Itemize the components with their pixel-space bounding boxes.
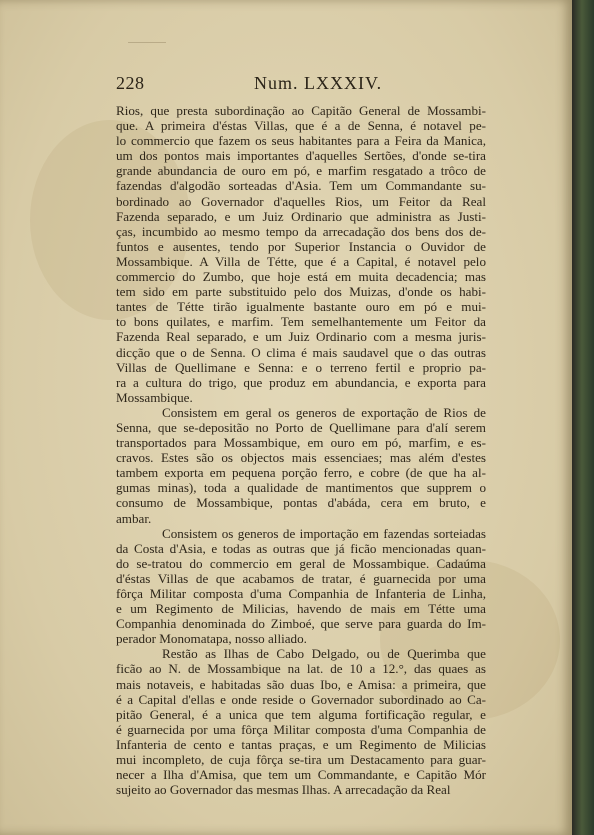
text-line: bordinado ao Governador d'aquelles Rios, um Feitor da Real — [116, 193, 486, 209]
text-line: cravos. Estes são os objectos mais essenciaes; mas além d'estes — [116, 450, 486, 466]
text-line: um dos pontos mais importantes d'aquelles Sertões, d'onde se-tira — [116, 148, 486, 164]
text-line: fôrça Militar composta d'uma Companhia de Infanteria de Linha, — [116, 586, 486, 601]
text-line: ra a cultura do trigo, que produz em abundancia, e exporta para — [116, 374, 486, 390]
paragraph — [116, 405, 486, 526]
body-text — [116, 103, 486, 797]
text-line: gumas minas), toda a qualidade de mantimentos que supprem o — [116, 480, 486, 496]
text-line: tambem exporta em pequena porção ferro, e cobre (de que ha al- — [116, 465, 486, 481]
text-line: Consistem em geral os generos de exportação de Rios de — [162, 404, 486, 420]
paragraph — [116, 103, 486, 405]
text-line: Mossambique. — [116, 389, 193, 405]
text-line: Fazenda separado, e um Juiz Ordinario que administra as Justi- — [116, 208, 486, 224]
text-line: lo commercio que fazem os seus habitantes para a Feira da Manica, — [116, 133, 486, 149]
text-line: Fazenda Real separado, e um Juiz Ordinario com a mesma juris- — [116, 329, 486, 345]
text-line: ças, incumbido ao mesmo tempo da arrecadação dos bens dos de- — [116, 223, 486, 239]
text-line: Companhia denominada do Zimboé, que serve para guarda do Im- — [116, 616, 486, 632]
text-line: commercio do Zumbo, que hoje está em muita decadencia; mas — [116, 269, 486, 285]
text-line: perador Monomatapa, nosso alliado. — [116, 631, 307, 647]
text-line: d'éstas Villas de que acabamos de tratar, é guarnecida por uma — [116, 570, 486, 586]
text-line: tem sido em parte substituido pelo dos Muizas, d'onde os habi- — [116, 284, 486, 300]
text-line: pitão General, é a unica que tem alguma fortificação regular, e — [116, 706, 486, 722]
text-line: tantes de Tétte tirão igualmente bastante ouro em pó e mui- — [116, 299, 486, 315]
faint-ink-mark — [128, 42, 166, 43]
text-line: do se-tratou do commercio em geral de Mossambique. Cadaúma — [116, 555, 486, 571]
text-line: Senna, que se-depositão no Porto de Quellimane para d'alí serem — [116, 419, 486, 435]
text-line: fazendas d'algodão sorteadas d'Asia. Tem um Commandante su- — [116, 178, 486, 194]
text-line: Consistem os generos de importação em fazendas sorteiadas — [162, 525, 486, 541]
text-line: funtos e ausentes, tendo por Superior Instancia o Ouvidor de — [116, 238, 486, 254]
text-line: to bons quilates, e marfim. Tem semelhantemente um Feitor da — [116, 314, 486, 330]
text-line: Villas de Quellimane e Senna: e o terreno fertil e proprio pa- — [116, 359, 486, 375]
text-line: mais notaveis, e habitadas são duas Ibo, e Amisa: a primeira, que — [116, 676, 486, 692]
text-line: Mossambique. A Villa de Tétte, que é a Capital, é notavel pelo — [116, 253, 486, 269]
paragraph — [116, 526, 486, 647]
text-line: que. A primeira d'éstas Villas, que é a de Senna, é notavel pe- — [116, 118, 486, 134]
paragraph — [116, 646, 486, 797]
text-line: sujeito ao Governador das mesmas Ilhas. A arrecadação da Real — [116, 782, 451, 798]
running-head: Num. LXXXIV. — [254, 73, 383, 93]
text-line: transportados para Mossambique, em ouro em pó, marfim, e es- — [116, 435, 486, 451]
page-number: 228 — [116, 73, 145, 93]
text-line: grande abundancia de ouro em pó, e marfim resgatado a trôco de — [116, 163, 486, 179]
text-line: é guarnecida por uma fôrça Militar composta d'uma Companhia de — [116, 721, 486, 737]
text-line: Restão as Ilhas de Cabo Delgado, ou de Querimba que — [162, 646, 486, 662]
text-line: consumo de Mossambique, pontas d'abáda, cera em bruto, e — [116, 495, 486, 511]
text-line: ficão ao N. de Mossambique na lat. de 10 a 12.°, das quaes as — [116, 661, 486, 677]
text-line: da Costa d'Asia, e todas as outras que já ficão mencionadas quan- — [116, 540, 486, 556]
text-line: dicção que o de Senna. O clima é mais saudavel que o das outras — [116, 344, 486, 360]
text-line: é a Capital d'ellas e onde reside o Governador subordinado ao Ca- — [116, 691, 486, 707]
text-line: mui incompleto, de cuja fôrça se-tira um Destacamento para guar- — [116, 752, 486, 768]
text-line: Rios, que presta subordinação ao Capitão General de Mossambi- — [116, 103, 486, 118]
text-line: necer a Ilha d'Amisa, que tem um Commandante, e Capitão Mór — [116, 767, 486, 783]
text-line: ambar. — [116, 510, 152, 526]
scan-edge — [572, 0, 594, 835]
page-header — [116, 73, 486, 99]
text-line: e um Regimento de Milicias, havendo de mais em Tétte uma — [116, 601, 486, 617]
text-line: Infanteria de cento e tantas praças, e um Regimento de Milicias — [116, 736, 486, 752]
